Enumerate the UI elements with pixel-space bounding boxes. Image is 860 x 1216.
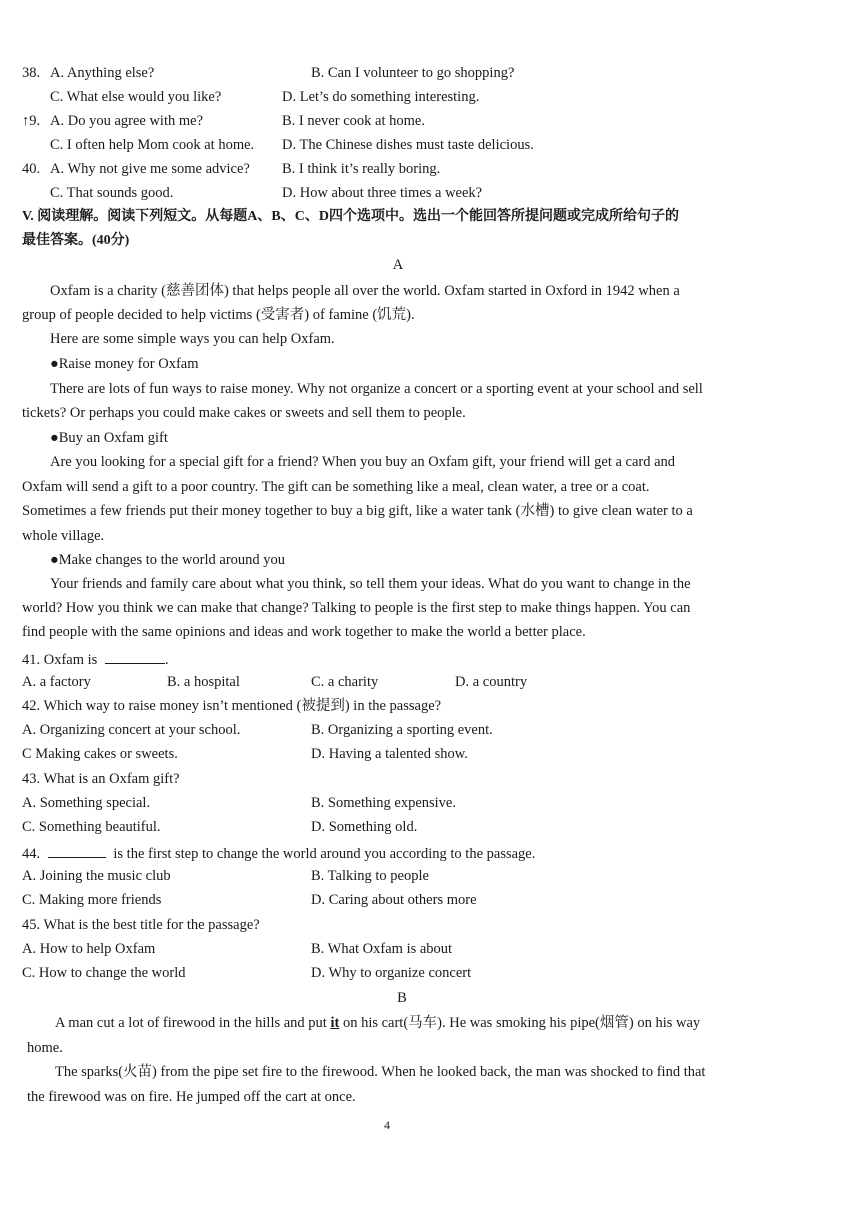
q43-option-d: D. Something old.	[311, 819, 418, 835]
passage-b-text: on his cart(马车). He was smoking his pipe(烟管) on his way	[339, 1015, 701, 1031]
passage-a-line: Are you looking for a special gift for a friend? When you buy an Oxfam gift, your friend will get a card and	[50, 454, 676, 470]
q39-option-d: D. The Chinese dishes must taste delicious.	[282, 137, 534, 153]
q44-option-a: A. Joining the music club	[22, 868, 171, 884]
passage-a-heading: A	[392, 257, 404, 273]
q44-number: 44.	[22, 846, 41, 862]
q44-option-c: C. Making more friends	[22, 892, 162, 908]
q45-option-b: B. What Oxfam is about	[311, 941, 453, 957]
q41-stem: 41. Oxfam is	[22, 652, 98, 668]
answer-blank	[105, 649, 165, 664]
q39-option-b: B. I never cook at home.	[282, 113, 425, 129]
q40-option-c: C. That sounds good.	[50, 185, 174, 201]
passage-b-line: The sparks(火苗) from the pipe set fire to the firewood. When he looked back, the man was shocked to find that	[55, 1064, 706, 1080]
passage-b-line	[55, 1014, 700, 1032]
passage-a-line: Sometimes a few friends put their money together to buy a big gift, like a water tank (水槽) to give clean water to a	[22, 503, 693, 519]
passage-a-line: Your friends and family care about what you think, so tell them your ideas. What do you want to change in the	[50, 576, 691, 592]
q40-option-a: A. Why not give me some advice?	[50, 161, 250, 177]
passage-a-line: world? How you think we can make that change? Talking to people is the first step to make things happen. You can	[22, 600, 691, 616]
q41-option-a: A. a factory	[22, 674, 91, 690]
passage-a-line: Here are some simple ways you can help Oxfam.	[50, 331, 335, 347]
passage-a-bullet: ●Raise money for Oxfam	[50, 356, 199, 372]
question-40-number: 40.	[22, 161, 41, 177]
passage-a-line: Oxfam is a charity (慈善团体) that helps people all over the world. Oxfam started in Oxford in 1942 when a	[50, 283, 680, 299]
question-41	[22, 649, 169, 669]
passage-b-text: A man cut a lot of firewood in the hills and put	[55, 1015, 331, 1031]
q40-option-d: D. How about three times a week?	[282, 185, 483, 201]
q43-option-c: C. Something beautiful.	[22, 819, 161, 835]
passage-a-line: tickets? Or perhaps you could make cakes or sweets and sell them to people.	[22, 405, 466, 421]
passage-a-bullet: ●Buy an Oxfam gift	[50, 430, 168, 446]
section-v-instructions: V. 阅读理解。阅读下列短文。从每题A、B、C、D四个选项中。选出一个能回答所提问题或完成所给句子的	[22, 209, 679, 224]
q42-option-a: A. Organizing concert at your school.	[22, 722, 241, 738]
passage-a-line: find people with the same opinions and ideas and work together to make the world a better place.	[22, 624, 586, 640]
question-42-stem: 42. Which way to raise money isn’t mentioned (被提到) in the passage?	[22, 698, 442, 714]
q38-option-c: C. What else would you like?	[50, 89, 222, 105]
q44-stem: is the first step to change the world around you according to the passage.	[113, 846, 536, 862]
q42-option-b: B. Organizing a sporting event.	[311, 722, 493, 738]
q39-option-c: C. I often help Mom cook at home.	[50, 137, 255, 153]
q44-option-d: D. Caring about others more	[311, 892, 477, 908]
q45-option-d: D. Why to organize concert	[311, 965, 472, 981]
passage-b-line: home.	[27, 1040, 63, 1056]
question-43-stem: 43. What is an Oxfam gift?	[22, 771, 180, 787]
q45-option-a: A. How to help Oxfam	[22, 941, 156, 957]
q41-option-c: C. a charity	[311, 674, 379, 690]
passage-a-bullet: ●Make changes to the world around you	[50, 552, 286, 568]
q38-option-b: B. Can I volunteer to go shopping?	[311, 65, 515, 81]
question-44	[22, 843, 535, 863]
q41-option-b: B. a hospital	[167, 674, 240, 690]
q40-option-b: B. I think it’s really boring.	[282, 161, 441, 177]
passage-b-line: the firewood was on fire. He jumped off the cart at once.	[27, 1089, 356, 1105]
q42-option-d: D. Having a talented show.	[311, 746, 468, 762]
question-45-stem: 45. What is the best title for the passage?	[22, 917, 260, 933]
q38-option-a: A. Anything else?	[50, 65, 155, 81]
q41-stem-end: .	[164, 652, 169, 668]
passage-b-heading: B	[397, 990, 407, 1006]
answer-blank	[48, 843, 106, 858]
q44-option-b: B. Talking to people	[311, 868, 429, 884]
passage-a-line: There are lots of fun ways to raise money. Why not organize a concert or a sporting event at your school and sell	[50, 381, 703, 397]
q41-option-d: D. a country	[455, 674, 528, 690]
question-38-number: 38.	[22, 65, 41, 81]
q45-option-c: C. How to change the world	[22, 965, 186, 981]
section-v-instructions-cont: 最佳答案。(40分)	[22, 233, 130, 248]
passage-a-line: Oxfam will send a gift to a poor country. The gift can be something like a meal, clean water, a tree or a coat.	[22, 479, 650, 495]
passage-b-underlined-word: it	[330, 1015, 340, 1031]
q39-option-a: A. Do you agree with me?	[50, 113, 204, 129]
q43-option-b: B. Something expensive.	[311, 795, 456, 811]
q42-option-c: C Making cakes or sweets.	[22, 746, 178, 762]
q38-option-d: D. Let’s do something interesting.	[282, 89, 480, 105]
passage-a-line: whole village.	[22, 528, 105, 544]
question-39-number: ↑9.	[22, 113, 41, 129]
q43-option-a: A. Something special.	[22, 795, 151, 811]
page-number: 4	[384, 1118, 390, 1132]
passage-a-line: group of people decided to help victims (受害者) of famine (饥荒).	[22, 307, 415, 323]
